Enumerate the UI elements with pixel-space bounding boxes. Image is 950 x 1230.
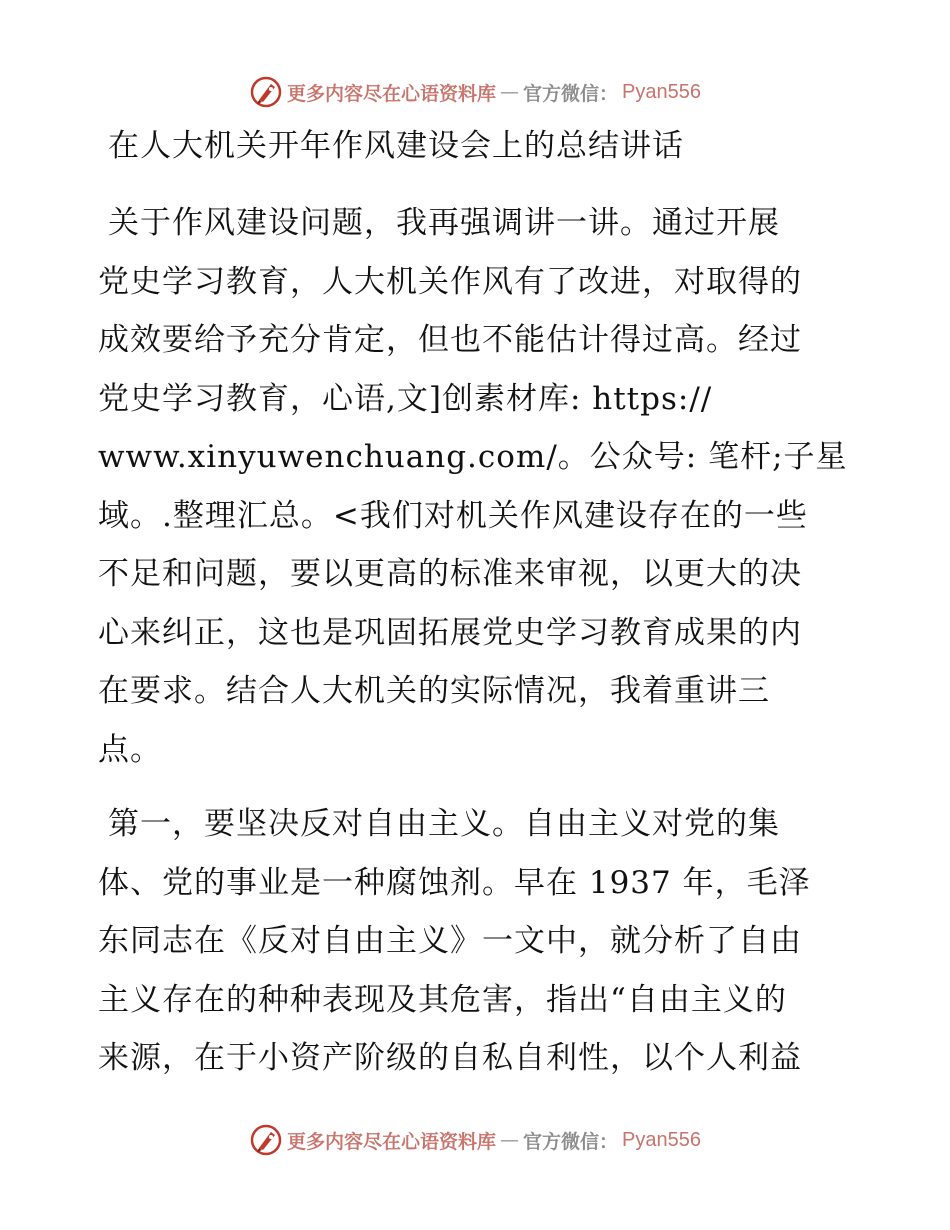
watermark-official-label: 官方微信： [523,82,619,105]
paragraph-line: 主义存在的种种表现及其危害，指出“自由主义的 [98,981,787,1018]
pen-logo-icon [249,1123,283,1157]
paragraph-1 [98,194,858,779]
paragraph-line: 东同志在《反对自由主义》一文中，就分析了自由 [98,923,802,959]
document-title: 在人大机关开年作风建设会上的总结讲话 [108,128,684,164]
footer-watermark [0,1120,950,1160]
header-watermark [0,72,950,112]
paragraph-line: 域。.整理汇总。<我们对机关作风建设存在的一些 [98,497,808,534]
paragraph-line: 关于作风建设问题，我再强调讲一讲。通过开展 [108,205,780,241]
watermark-wechat-id: Pyan556 [622,1128,701,1151]
paragraph-line: 在要求。结合人大机关的实际情况，我着重讲三 [98,673,770,709]
watermark-wechat-id: Pyan556 [622,80,701,103]
watermark-main-text: 更多内容尽在心语资料库 [287,82,497,105]
paragraph-line: 第一，要坚决反对自由主义。自由主义对党的集 [108,806,780,842]
paragraph-line: 体、党的事业是一种腐蚀剂。早在 1937 年，毛泽 [98,864,811,901]
watermark-official-label: 官方微信： [523,1130,619,1153]
paragraph-2 [98,795,858,1088]
paragraph-line: 点。 [98,731,162,768]
watermark-dash: — [500,81,520,103]
paragraph-line: 党史学习教育，人大机关作风有了改进，对取得的 [98,263,802,300]
paragraph-line: 心来纠正，这也是巩固拓展党史学习教育成果的内 [98,614,802,651]
watermark-main-text: 更多内容尽在心语资料库 [287,1130,497,1153]
paragraph-line: 来源，在于小资产阶级的自私自利性，以个人利益 [98,1040,802,1076]
paragraph-line: 党史学习教育，心语,文]创素材库: https:// [98,380,713,417]
paragraph-line: 成效要给予充分肯定，但也不能估计得过高。经过 [98,322,802,358]
paragraph-line: www.xinyuwenchuang.com/。公众号: 笔杆;子星 [98,439,848,475]
pen-logo-icon [249,75,283,109]
paragraph-line: 不足和问题，要以更高的标准来审视，以更大的决 [98,556,802,592]
watermark-dash: — [500,1129,520,1151]
